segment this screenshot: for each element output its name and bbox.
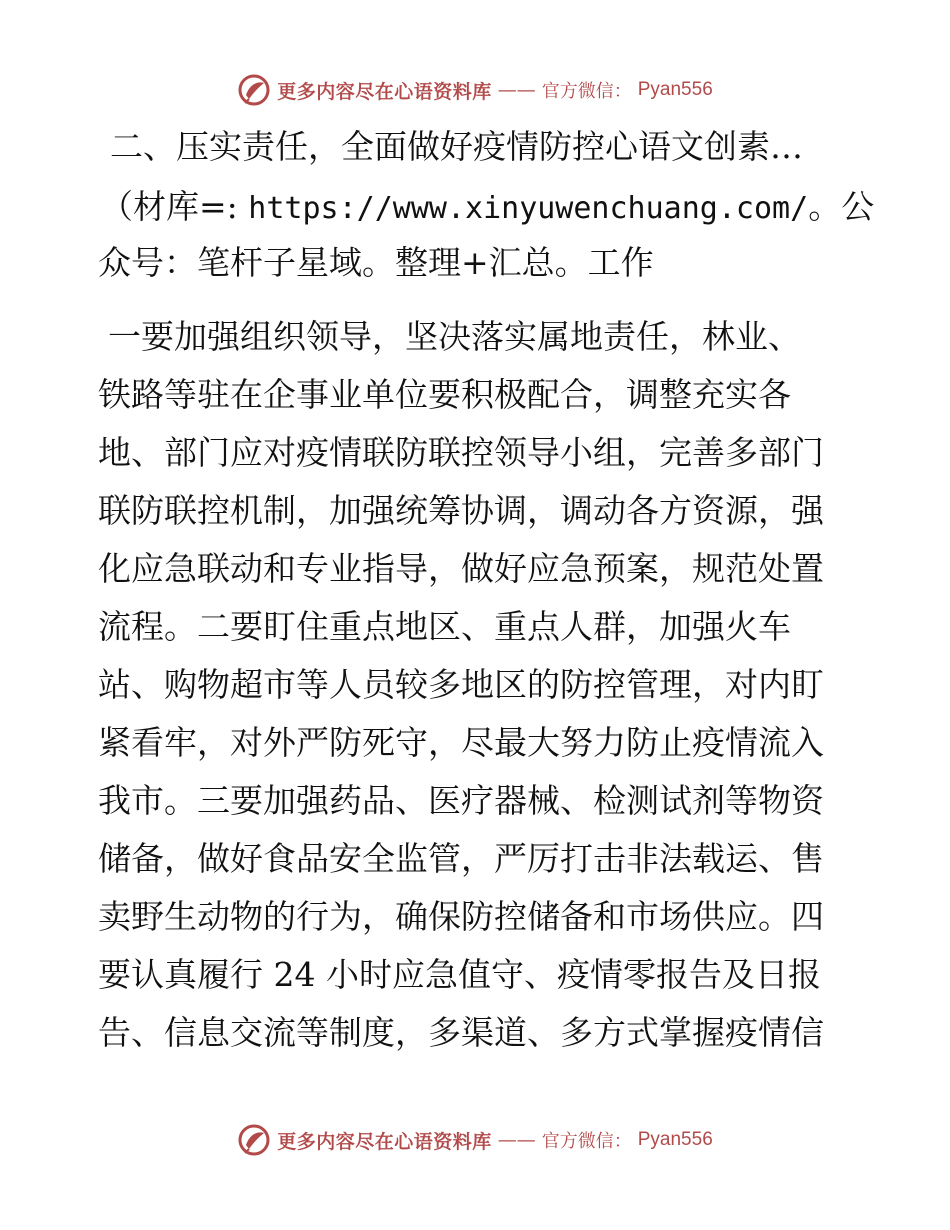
body-line: 化应急联动和专业指导，做好应急预案，规范处置 (98, 549, 824, 588)
brand-logo-icon (237, 73, 271, 107)
banner-dash: —— (497, 1129, 536, 1151)
body-line: 要认真履行 24 小时应急值守、疫情零报告及日报 (98, 955, 821, 994)
banner-dash: —— (497, 79, 536, 101)
heading-line-3: 众号：笔杆子星域。整理+汇总。工作 (98, 243, 654, 282)
body-line: 联防联控机制，加强统筹协调，调动各方资源，强 (98, 491, 824, 530)
body-line: 紧看牢，对外严防死守，尽最大努力防止疫情流入 (98, 723, 824, 762)
body-line: 站、购物超市等人员较多地区的防控管理，对内盯 (98, 665, 824, 704)
source-url: https://www.xinyuwenchuang.com/ (248, 191, 809, 226)
banner-wechat-label: 官方微信： (541, 1131, 632, 1152)
body-line: 一要加强组织领导，坚决落实属地责任，林业、 (108, 317, 801, 356)
body-line: 地、部门应对疫情联防联控领导小组，完善多部门 (98, 433, 824, 472)
heading-suffix: 。公 (808, 187, 875, 226)
banner-wechat-id: Pyan556 (637, 79, 713, 100)
heading-line-1: 二、压实责任，全面做好疫情防控心语文创素… (110, 127, 803, 166)
heading-line-2 (100, 182, 874, 232)
body-line: 流程。二要盯住重点地区、重点人群，加强火车 (98, 607, 791, 646)
banner-wechat-id: Pyan556 (637, 1129, 713, 1150)
banner-text: 更多内容尽在心语资料库 (277, 1130, 492, 1153)
header-watermark-banner (0, 70, 950, 110)
body-line: 卖野生动物的行为，确保防控储备和市场供应。四 (98, 897, 824, 936)
body-line: 铁路等驻在企事业单位要积极配合，调整充实各 (98, 375, 791, 414)
body-line: 告、信息交流等制度，多渠道、多方式掌握疫情信 (98, 1013, 824, 1052)
body-line: 我市。三要加强药品、医疗器械、检测试剂等物资 (98, 781, 824, 820)
banner-wechat-label: 官方微信： (541, 81, 632, 102)
body-line: 储备，做好食品安全监管，严厉打击非法载运、售 (98, 839, 824, 878)
brand-logo-icon (237, 1123, 271, 1157)
banner-text: 更多内容尽在心语资料库 (277, 80, 492, 103)
heading-prefix: （材库=: (100, 187, 249, 226)
footer-watermark-banner (0, 1120, 950, 1160)
